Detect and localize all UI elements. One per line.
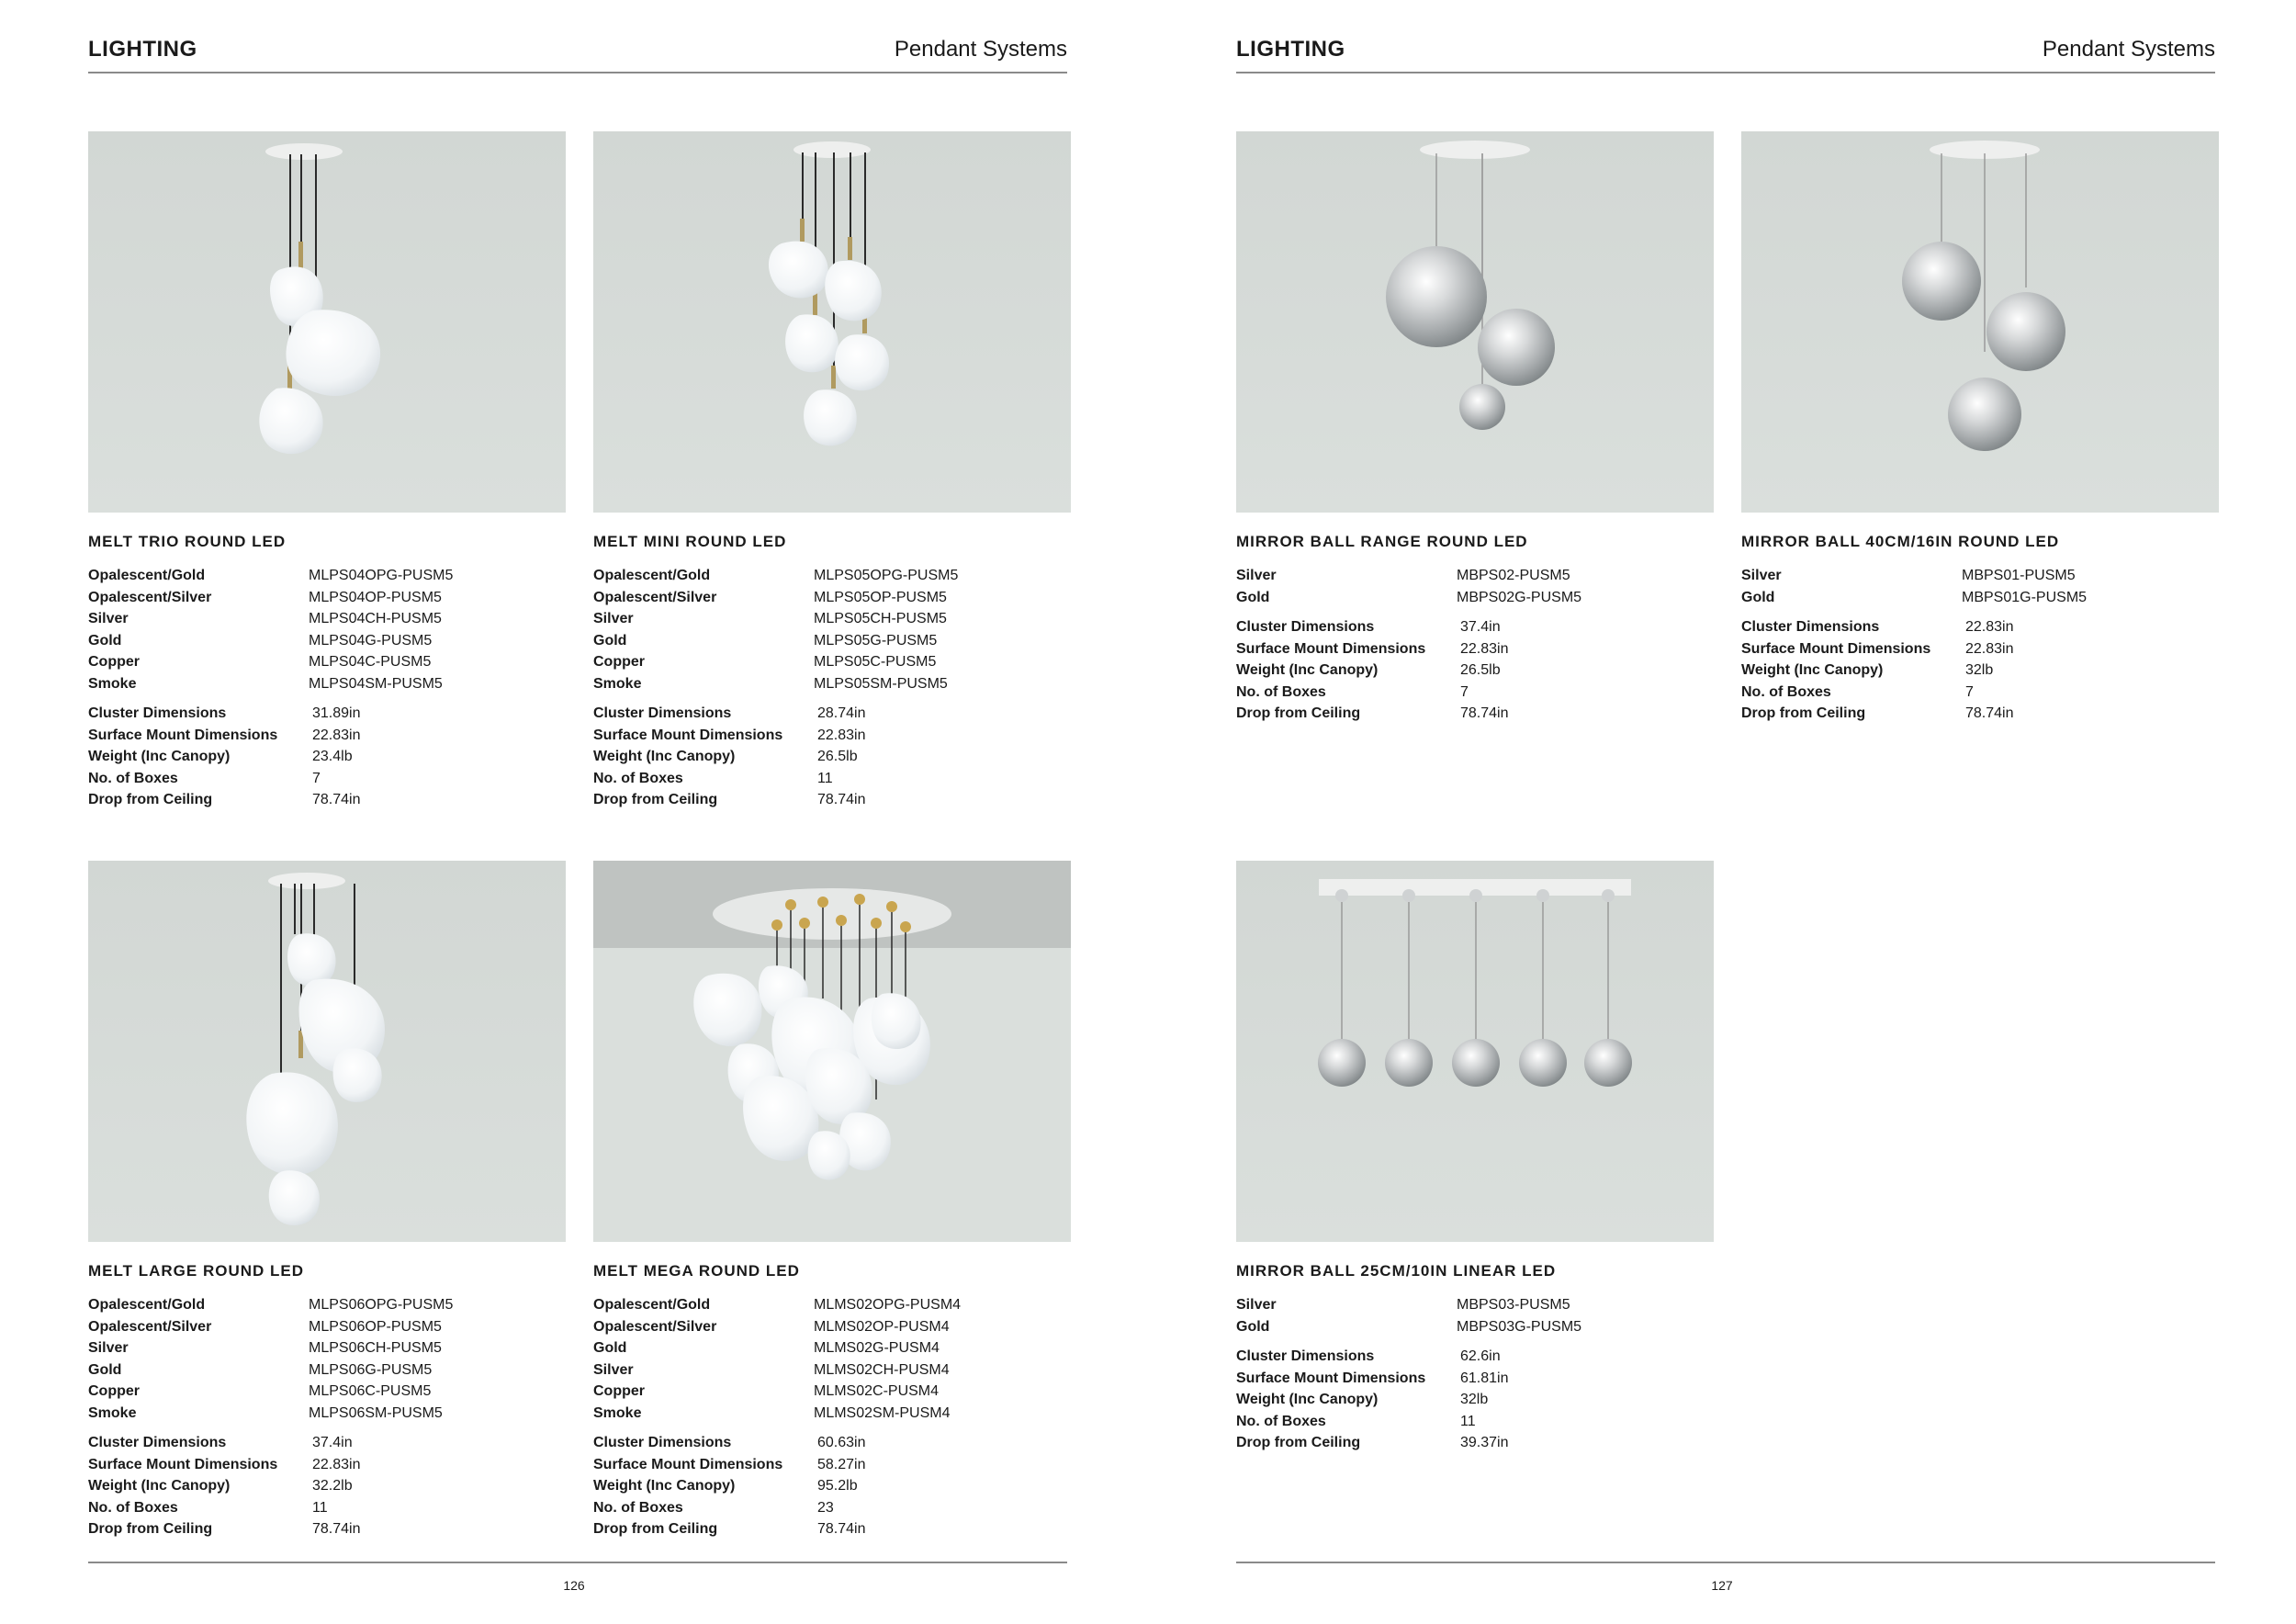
page-number: 126	[563, 1578, 585, 1593]
spec-row	[593, 789, 1071, 811]
spec-label: Weight (Inc Canopy)	[593, 749, 736, 764]
spec-list	[1236, 1346, 1714, 1454]
finish-row	[88, 1316, 566, 1338]
page-footer-rule	[88, 1562, 1067, 1563]
finish-name: Gold	[1236, 589, 1270, 605]
finish-row	[593, 1294, 1071, 1316]
finish-list	[1236, 1294, 1714, 1337]
finish-row	[88, 651, 566, 673]
spec-value: 31.89in	[312, 705, 361, 721]
spec-label: Weight (Inc Canopy)	[88, 1478, 231, 1494]
finish-code: MBPS03G-PUSM5	[1457, 1318, 1582, 1335]
finish-row	[593, 1337, 1071, 1359]
spec-value: 22.83in	[1965, 619, 2014, 635]
spec-value: 7	[1965, 683, 1974, 700]
finish-row	[1236, 1316, 1714, 1338]
spec-value: 78.74in	[312, 792, 361, 807]
spec-row	[593, 1475, 1071, 1497]
finish-name: Copper	[88, 654, 140, 670]
spec-value: 61.81in	[1460, 1370, 1509, 1386]
finish-name: Opalescent/Silver	[593, 589, 717, 605]
finish-code: MLPS04CH-PUSM5	[309, 611, 442, 626]
spec-label: Surface Mount Dimensions	[1236, 1370, 1426, 1386]
finish-name: Silver	[88, 1340, 129, 1356]
finish-list	[1741, 565, 2219, 608]
finish-row	[1741, 587, 2219, 609]
spec-row	[593, 1432, 1071, 1454]
finish-name: Gold	[88, 632, 122, 648]
finish-code: MBPS02G-PUSM5	[1457, 589, 1582, 605]
spec-value: 78.74in	[1460, 705, 1509, 721]
spec-row	[593, 703, 1071, 725]
spec-value: 23	[817, 1499, 834, 1516]
spec-value: 60.63in	[817, 1435, 866, 1450]
spec-label: No. of Boxes	[1741, 683, 1831, 700]
spec-label: Cluster Dimensions	[593, 1435, 732, 1450]
spec-label: Cluster Dimensions	[1236, 1348, 1375, 1364]
spec-row	[88, 1454, 566, 1476]
finish-name: Silver	[88, 611, 129, 626]
spec-value: 39.37in	[1460, 1435, 1509, 1450]
spec-label: Drop from Ceiling	[593, 1521, 718, 1537]
product-card	[88, 131, 566, 811]
finish-row	[88, 1337, 566, 1359]
product-photo-mirror-ball-linear	[1236, 861, 1714, 1242]
product-photo-melt-large	[88, 861, 566, 1242]
spec-row	[88, 703, 566, 725]
spec-row	[1236, 638, 1714, 660]
spec-value: 26.5lb	[817, 749, 858, 764]
finish-row	[88, 673, 566, 695]
spec-label: Surface Mount Dimensions	[593, 1456, 783, 1472]
finish-row	[88, 1403, 566, 1425]
spec-list	[1236, 616, 1714, 725]
spec-row	[593, 1454, 1071, 1476]
spec-value: 78.74in	[1965, 705, 2014, 721]
spec-row	[88, 1432, 566, 1454]
spec-value: 22.83in	[1460, 640, 1509, 657]
spec-value: 22.83in	[817, 727, 866, 743]
finish-name: Opalescent/Gold	[593, 568, 711, 583]
finish-list	[1236, 565, 1714, 608]
spec-row	[593, 725, 1071, 747]
finish-row	[593, 587, 1071, 609]
spec-label: Weight (Inc Canopy)	[1236, 662, 1379, 678]
finish-code: MBPS01-PUSM5	[1962, 568, 2076, 583]
finish-code: MLPS05OP-PUSM5	[814, 589, 947, 605]
spec-list	[593, 703, 1071, 811]
product-title: MELT MEGA ROUND LED	[593, 1262, 800, 1280]
finish-code: MLPS04OP-PUSM5	[309, 589, 442, 605]
product-title: MIRROR BALL 40CM/16IN ROUND LED	[1741, 533, 2060, 550]
category-title: Pendant Systems	[894, 37, 1067, 62]
product-photo-melt-trio	[88, 131, 566, 513]
finish-name: Silver	[593, 1361, 634, 1378]
spec-label: Cluster Dimensions	[88, 1435, 227, 1450]
finish-code: MLPS06G-PUSM5	[309, 1361, 433, 1378]
spec-row	[593, 1518, 1071, 1540]
finish-code: MLMS02C-PUSM4	[814, 1383, 940, 1399]
spec-value: 32lb	[1460, 1392, 1489, 1407]
finish-row	[88, 1294, 566, 1316]
finish-code: MBPS02-PUSM5	[1457, 568, 1570, 583]
finish-row	[593, 1316, 1071, 1338]
spec-row	[1236, 1411, 1714, 1433]
finish-list	[593, 1294, 1071, 1424]
spec-value: 28.74in	[817, 705, 866, 721]
spec-label: Weight (Inc Canopy)	[88, 749, 231, 764]
spec-row	[88, 1475, 566, 1497]
product-card	[1236, 861, 1714, 1454]
spec-label: Surface Mount Dimensions	[88, 1456, 278, 1472]
spec-row	[1741, 638, 2219, 660]
finish-row	[88, 587, 566, 609]
spec-value: 78.74in	[817, 792, 866, 807]
spec-label: Weight (Inc Canopy)	[1741, 662, 1884, 678]
product-card	[593, 861, 1071, 1540]
spec-row	[1236, 1368, 1714, 1390]
spec-label: No. of Boxes	[88, 1499, 178, 1516]
finish-code: MLMS02CH-PUSM4	[814, 1361, 950, 1378]
spec-label: Cluster Dimensions	[88, 705, 227, 721]
spec-row	[593, 746, 1071, 768]
spec-value: 78.74in	[817, 1521, 866, 1537]
finish-name: Gold	[593, 1340, 627, 1356]
spec-row	[88, 1518, 566, 1540]
finish-code: MLMS02OP-PUSM4	[814, 1318, 950, 1335]
product-title: MIRROR BALL RANGE ROUND LED	[1236, 533, 1528, 550]
product-title: MIRROR BALL 25CM/10IN LINEAR LED	[1236, 1262, 1557, 1280]
finish-name: Opalescent/Silver	[88, 1318, 212, 1335]
page-header	[88, 37, 1067, 73]
finish-name: Smoke	[88, 675, 137, 692]
finish-code: MLPS06OP-PUSM5	[309, 1318, 442, 1335]
spec-value: 7	[1460, 683, 1469, 700]
spec-row	[88, 746, 566, 768]
spec-label: Drop from Ceiling	[88, 1521, 213, 1537]
finish-name: Opalescent/Silver	[593, 1318, 717, 1335]
finish-code: MBPS03-PUSM5	[1457, 1297, 1570, 1313]
finish-name: Silver	[593, 611, 634, 626]
page-footer-rule	[1236, 1562, 2215, 1563]
spec-label: Weight (Inc Canopy)	[593, 1478, 736, 1494]
spec-list	[1741, 616, 2219, 725]
finish-name: Opalescent/Gold	[88, 1297, 206, 1313]
finish-row	[593, 651, 1071, 673]
spec-label: Drop from Ceiling	[1236, 1435, 1361, 1450]
spec-row	[88, 1497, 566, 1519]
finish-row	[593, 673, 1071, 695]
finish-name: Opalescent/Gold	[88, 568, 206, 583]
finish-code: MLPS05OPG-PUSM5	[814, 568, 959, 583]
finish-row	[1741, 565, 2219, 587]
spec-value: 22.83in	[312, 727, 361, 743]
spec-value: 37.4in	[1460, 619, 1501, 635]
finish-code: MLPS05G-PUSM5	[814, 632, 938, 648]
spec-value: 26.5lb	[1460, 662, 1501, 678]
spec-label: Weight (Inc Canopy)	[1236, 1392, 1379, 1407]
finish-name: Copper	[88, 1383, 140, 1399]
finish-row	[593, 608, 1071, 630]
finish-code: MLPS06SM-PUSM5	[309, 1404, 443, 1421]
finish-row	[593, 1403, 1071, 1425]
spec-value: 37.4in	[312, 1435, 353, 1450]
finish-code: MLMS02OPG-PUSM4	[814, 1297, 962, 1313]
spec-label: No. of Boxes	[593, 1499, 683, 1516]
spec-label: No. of Boxes	[1236, 1413, 1326, 1429]
spec-value: 95.2lb	[817, 1478, 858, 1494]
finish-name: Copper	[593, 654, 645, 670]
spec-label: Cluster Dimensions	[1236, 619, 1375, 635]
spec-value: 11	[312, 1499, 328, 1516]
finish-row	[88, 608, 566, 630]
category-title: Pendant Systems	[2042, 37, 2215, 62]
product-photo-melt-mega	[593, 861, 1071, 1242]
finish-code: MLPS05CH-PUSM5	[814, 611, 947, 626]
spec-row	[1741, 703, 2219, 725]
spec-label: Surface Mount Dimensions	[593, 727, 783, 743]
finish-code: MLPS04OPG-PUSM5	[309, 568, 454, 583]
finish-list	[593, 565, 1071, 694]
finish-row	[1236, 587, 1714, 609]
spec-row	[1236, 682, 1714, 704]
spec-label: Surface Mount Dimensions	[1741, 640, 1931, 657]
finish-name: Opalescent/Silver	[88, 589, 212, 605]
spec-value: 32.2lb	[312, 1478, 353, 1494]
product-photo-melt-mini	[593, 131, 1071, 513]
spec-row	[88, 768, 566, 790]
finish-row	[88, 565, 566, 587]
finish-name: Smoke	[88, 1404, 137, 1421]
finish-code: MLPS05SM-PUSM5	[814, 675, 948, 692]
product-title: MELT LARGE ROUND LED	[88, 1262, 305, 1280]
spec-value: 22.83in	[1965, 640, 2014, 657]
spec-value: 7	[312, 770, 321, 786]
section-title: LIGHTING	[1236, 37, 1345, 62]
finish-name: Smoke	[593, 1404, 642, 1421]
page-right	[1148, 0, 2296, 1624]
spec-row	[1236, 1346, 1714, 1368]
finish-row	[1236, 565, 1714, 587]
spec-value: 23.4lb	[312, 749, 353, 764]
finish-name: Copper	[593, 1383, 645, 1399]
finish-list	[88, 1294, 566, 1424]
finish-code: MLMS02SM-PUSM4	[814, 1404, 951, 1421]
spec-label: No. of Boxes	[88, 770, 178, 786]
spec-row	[1741, 616, 2219, 638]
spec-row	[1236, 616, 1714, 638]
spec-value: 62.6in	[1460, 1348, 1501, 1364]
finish-name: Gold	[1236, 1318, 1270, 1335]
finish-code: MLPS06OPG-PUSM5	[309, 1297, 454, 1313]
finish-row	[88, 1381, 566, 1403]
spec-value: 22.83in	[312, 1456, 361, 1472]
section-title: LIGHTING	[88, 37, 197, 62]
finish-row	[593, 630, 1071, 652]
finish-name: Silver	[1236, 1297, 1277, 1313]
spec-label: Cluster Dimensions	[593, 705, 732, 721]
spec-label: Drop from Ceiling	[1741, 705, 1866, 721]
spec-row	[1236, 660, 1714, 682]
spec-row	[1741, 660, 2219, 682]
finish-name: Silver	[1741, 568, 1782, 583]
finish-name: Opalescent/Gold	[593, 1297, 711, 1313]
product-title: MELT MINI ROUND LED	[593, 533, 787, 550]
spec-value: 58.27in	[817, 1456, 866, 1472]
spec-row	[593, 768, 1071, 790]
spec-list	[593, 1432, 1071, 1540]
finish-code: MLPS04C-PUSM5	[309, 654, 432, 670]
finish-name: Gold	[88, 1361, 122, 1378]
spec-label: Drop from Ceiling	[593, 792, 718, 807]
finish-code: MLPS04G-PUSM5	[309, 632, 433, 648]
spec-label: Drop from Ceiling	[88, 792, 213, 807]
product-title: MELT TRIO ROUND LED	[88, 533, 287, 550]
finish-name: Silver	[1236, 568, 1277, 583]
finish-code: MLPS06CH-PUSM5	[309, 1340, 442, 1356]
product-photo-mirror-ball-40cm	[1741, 131, 2219, 513]
spec-value: 32lb	[1965, 662, 1994, 678]
finish-name: Smoke	[593, 675, 642, 692]
spec-label: Drop from Ceiling	[1236, 705, 1361, 721]
spec-row	[88, 725, 566, 747]
finish-code: MBPS01G-PUSM5	[1962, 589, 2088, 605]
spec-value: 78.74in	[312, 1521, 361, 1537]
spec-row	[1236, 1389, 1714, 1411]
product-card	[1236, 131, 1714, 725]
product-photo-mirror-ball-range	[1236, 131, 1714, 513]
spec-label: Surface Mount Dimensions	[88, 727, 278, 743]
spec-row	[1236, 703, 1714, 725]
spec-row	[1236, 1432, 1714, 1454]
spec-label: No. of Boxes	[1236, 683, 1326, 700]
finish-name: Gold	[1741, 589, 1775, 605]
finish-code: MLPS04SM-PUSM5	[309, 675, 443, 692]
page-number: 127	[1711, 1578, 1733, 1593]
spec-label: Surface Mount Dimensions	[1236, 640, 1426, 657]
spec-list	[88, 1432, 566, 1540]
finish-list	[88, 565, 566, 694]
spec-list	[88, 703, 566, 811]
finish-row	[593, 1381, 1071, 1403]
spec-row	[88, 789, 566, 811]
finish-row	[88, 1359, 566, 1382]
spec-label: No. of Boxes	[593, 770, 683, 786]
finish-code: MLMS02G-PUSM4	[814, 1340, 940, 1356]
page-header	[1236, 37, 2215, 73]
spec-value: 11	[817, 770, 833, 786]
finish-code: MLPS06C-PUSM5	[309, 1383, 432, 1399]
spec-row	[1741, 682, 2219, 704]
spec-row	[593, 1497, 1071, 1519]
product-card	[1741, 131, 2219, 725]
finish-name: Gold	[593, 632, 627, 648]
product-card	[88, 861, 566, 1540]
finish-code: MLPS05C-PUSM5	[814, 654, 937, 670]
finish-row	[593, 565, 1071, 587]
finish-row	[88, 630, 566, 652]
finish-row	[1236, 1294, 1714, 1316]
spec-label: Cluster Dimensions	[1741, 619, 1880, 635]
spec-value: 11	[1460, 1413, 1476, 1429]
product-card	[593, 131, 1071, 811]
finish-row	[593, 1359, 1071, 1382]
